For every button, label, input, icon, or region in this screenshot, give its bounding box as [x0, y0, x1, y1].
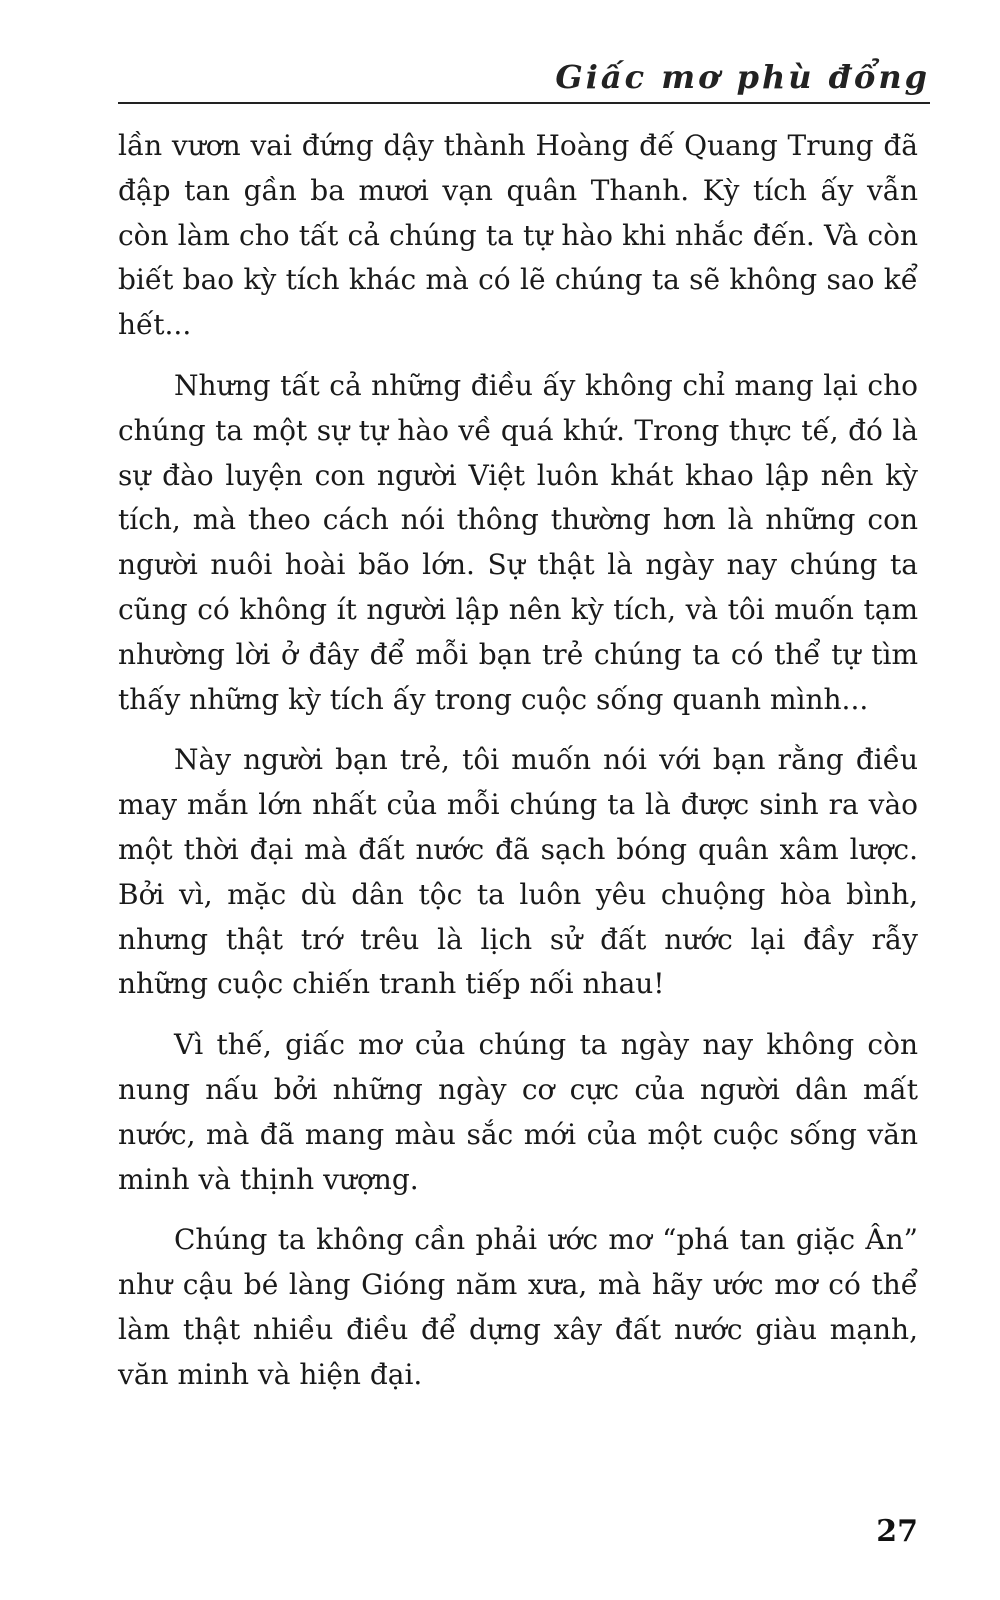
paragraph-3: Này người bạn trẻ, tôi muốn nói với bạn rằng điều may mắn lớn nhất của mỗi chúng ta là được sinh ra vào một thời đại mà đất nước đã sạch bóng quân xâm lược. Bởi vì, mặc dù dân tộc ta luôn yêu chuộng hòa bình, nhưng thật trớ trêu là lịch sử đất nước lại đầy rẫy những cuộc chiến tranh tiếp nối nhau! — [118, 743, 918, 1001]
running-head — [118, 52, 930, 104]
paragraph-1: lần vươn vai đứng dậy thành Hoàng đế Quang Trung đã đập tan gần ba mươi vạn quân Thanh. Kỳ tích ấy vẫn còn làm cho tất cả chúng ta tự hào khi nhắc đến. Và còn biết bao kỳ tích khác mà có lẽ chúng ta sẽ không sao kể hết... — [118, 129, 918, 342]
body-text — [118, 124, 918, 1414]
page-number: 27 — [876, 1514, 918, 1549]
chapter-title: Giấc mơ phù đổng — [555, 58, 930, 96]
paragraph-2: Nhưng tất cả những điều ấy không chỉ mang lại cho chúng ta một sự tự hào về quá khứ. Trong thực tế, đó là sự đào luyện con người Việt luôn khát khao lập nên kỳ tích, mà theo cách nói thông thường hơn là những con người nuôi hoài bão lớn. Sự thật là ngày nay chúng ta cũng có không ít người lập nên kỳ tích, và tôi muốn tạm nhường lời ở đây để mỗi bạn trẻ chúng ta có thể tự tìm thấy những kỳ tích ấy trong cuộc sống quanh mình... — [118, 368, 918, 716]
paragraph-4: Vì thế, giấc mơ của chúng ta ngày nay không còn nung nấu bởi những ngày cơ cực của người dân mất nước, mà đã mang màu sắc mới của một cuộc sống văn minh và thịnh vượng. — [118, 1028, 918, 1196]
paragraph-5: Chúng ta không cần phải ước mơ “phá tan giặc Ân” như cậu bé làng Gióng năm xưa, mà hãy ước mơ có thể làm thật nhiều điều để dựng xây đất nước giàu mạnh, văn minh và hiện đại. — [118, 1223, 918, 1391]
